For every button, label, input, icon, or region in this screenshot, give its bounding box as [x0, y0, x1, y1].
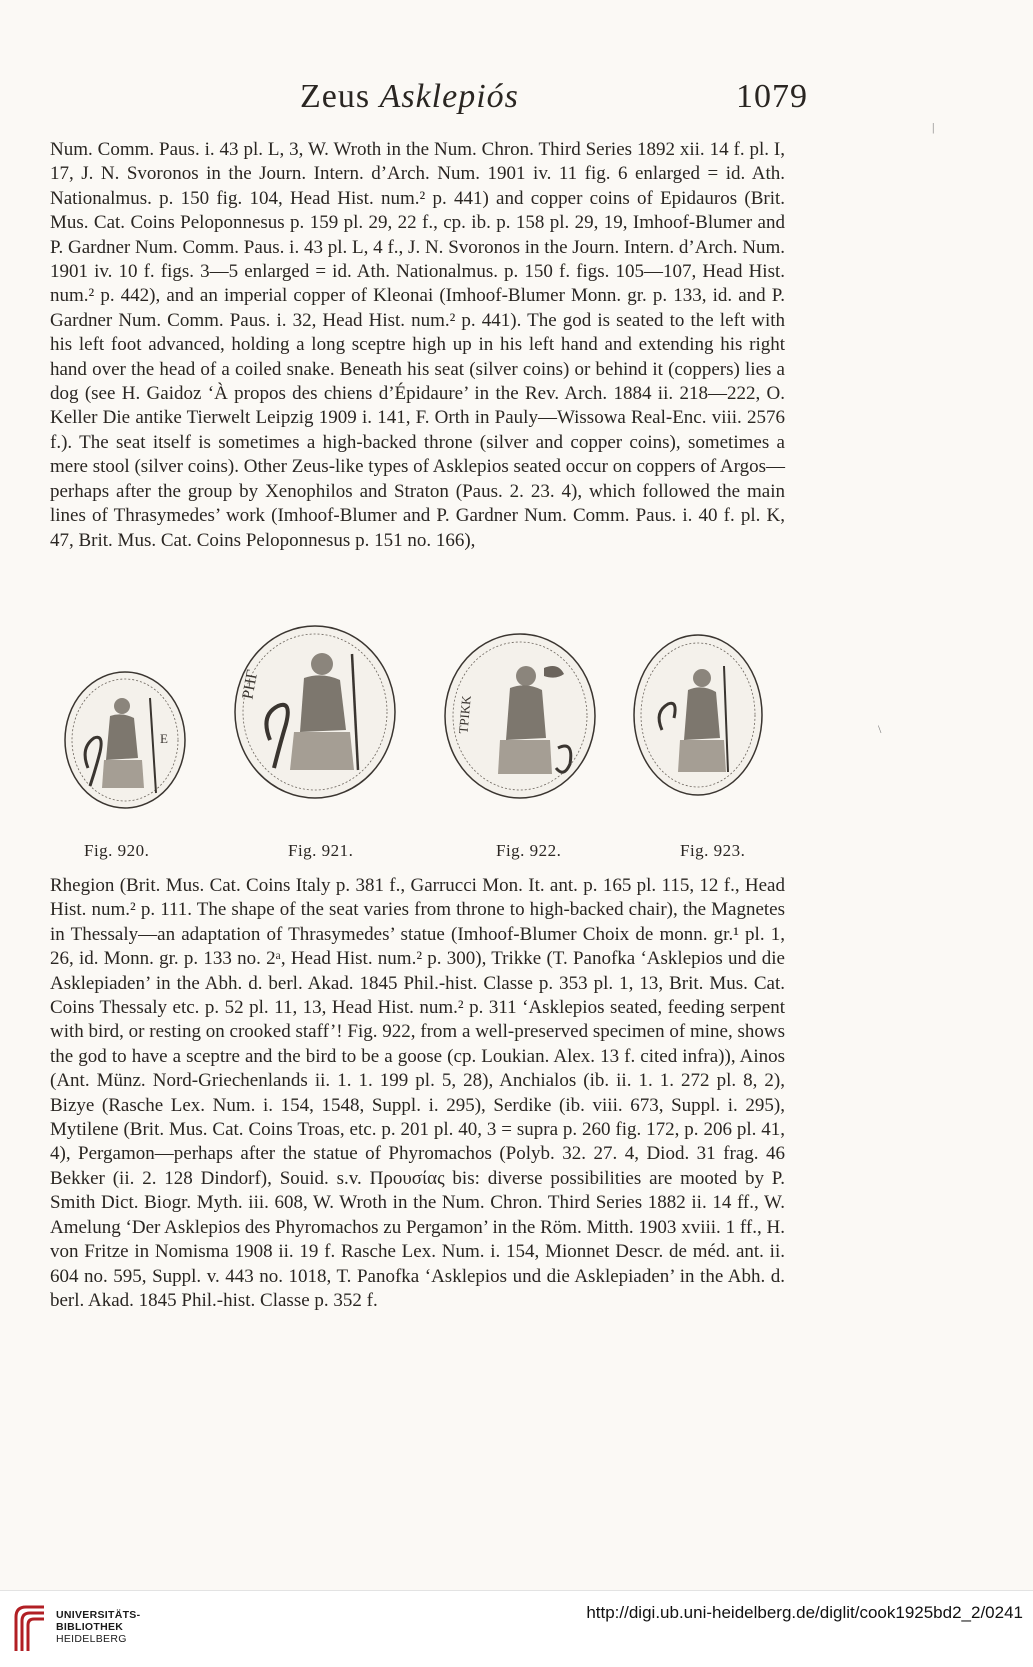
coin-fig-921-image	[230, 620, 400, 805]
caption-fig-923: Fig. 923.	[680, 841, 746, 860]
margin-tick: |	[932, 120, 935, 134]
coin-fig-920-image	[60, 668, 190, 818]
caption-fig-921: Fig. 921.	[288, 841, 354, 860]
running-head	[0, 78, 1033, 126]
svg-text:РНГ: РНГ	[239, 668, 262, 701]
permalink-url[interactable]: http://digi.ub.uni-heidelberg.de/diglit/cook1925bd2_2/0241	[586, 1603, 1023, 1622]
logo-text	[56, 1609, 140, 1645]
paragraph-2	[50, 874, 785, 1313]
coin-plates	[50, 658, 785, 858]
margin-tick: \	[878, 722, 882, 736]
page-number: 1079	[736, 78, 808, 115]
caption-fig-922: Fig. 922.	[496, 841, 562, 860]
coin-fig-922-image	[440, 628, 600, 803]
logo-line-2: BIBLIOTHEK	[56, 1621, 124, 1633]
running-title-roman: Zeus	[300, 78, 380, 115]
paragraph-1	[50, 138, 785, 553]
footer-bar	[0, 1590, 1033, 1667]
paragraph-2-text: Rhegion (Brit. Mus. Cat. Coins Italy p. 381 f., Garrucci Mon. It. ant. p. 165 pl. 115, 12 f., Head Hist. num.² p. 111. The shape of the seat varies from throne to high-backed chair), the Magnetes in Thessaly—an adaptation of Thrasymedes’ statue (Imhoof-Blumer Choix de monn. gr.¹ pl. 1, 26, id. Monn. gr. p. 133 no. 2ᵃ, Head Hist. num.² p. 300), Trikke (T. Panofka ‘Asklepios und die Asklepiaden’ in the Abh. d. berl. Akad. 1845 Phil.-hist. Classe p. 353 pl. 1, 13, Brit. Mus. Cat. Coins Thessaly etc. p. 52 pl. 11, 13, Head Hist. num.² p. 311 ‘Asklepios seated, feeding serpent with bird, or resting on crooked staff’! Fig. 922, from a well-preserved specimen of mine, shows the god to have a sceptre and the bird to be a goose (cp. Loukian. Alex. 13 f. cited infra)), Ainos (Ant. Münz. Nord-Griechenlands ii. 1. 1. 199 pl. 5, 28), Anchialos (ib. ii. 1. 1. 272 pl. 8, 2), Bizye (Rasche Lex. Num. i. 154, 1548, Suppl. i. 295), Serdike (ib. viii. 673, Suppl. i. 295), Mytilene (Brit. Mus. Cat. Coins Troas, etc. p. 201 pl. 40, 3 = supra p. 260 fig. 172, p. 206 pl. 41, 4), Pergamon—perhaps after the statue of Phyromachos (Polyb. 32. 27. 4, Diod. 31 frag. 46 Bekker (ii. 2. 128 Dindorf), Souid. s.v. Προυσίας bis: diverse possibilities are mooted by P. Smith Dict. Biogr. Myth. iii. 608, W. Wroth in the Num. Chron. Third Series 1882 ii. 14 ff., W. Amelung ‘Der Asklepios des Phyromachos zu Pergamon’ in the Röm. Mitth. 1903 xviii. 1 ff., H. von Fritze in Nomisma 1908 ii. 19 f. Rasche Lex. Num. i. 154, Mionnet Descr. de méd. ant. ii. 604 no. 595, Suppl. v. 443 no. 1018, T. Panofka ‘Asklepios und die Asklepiaden’ in the Abh. d. berl. Akad. 1845 Phil.-hist. Classe p. 352 f.	[50, 875, 785, 1311]
caption-fig-920: Fig. 920.	[84, 841, 150, 860]
logo-line-1: UNIVERSITÄTS-	[56, 1609, 141, 1621]
svg-text:ΤΡΙΚΚ: ΤΡΙΚΚ	[455, 694, 474, 735]
running-title-italic: Asklepiós	[379, 78, 519, 115]
logo-line-3: HEIDELBERG	[56, 1633, 127, 1645]
paragraph-1-text: Num. Comm. Paus. i. 43 pl. L, 3, W. Wroth in the Num. Chron. Third Series 1892 xii. 14 f. pl. I, 17, J. N. Svoronos in the Journ. Intern. d’Arch. Num. 1901 iv. 11 fig. 6 enlarged = id. Ath. Nationalmus. p. 150 fig. 104, Head Hist. num.² p. 441) and copper coins of Epidauros (Brit. Mus. Cat. Coins Peloponnesus p. 159 pl. 29, 22 f., cp. ib. p. 158 pl. 29, 19, Imhoof-Blumer and P. Gardner Num. Comm. Paus. i. 43 pl. L, 4 f., J. N. Svoronos in the Journ. Intern. d’Arch. Num. 1901 iv. 10 f. figs. 3—5 enlarged = id. Ath. Nationalmus. p. 150 f. figs. 105—107, Head Hist. num.² p. 442), and an imperial copper of Kleonai (Imhoof-Blumer Monn. gr. p. 133, id. and P. Gardner Num. Comm. Paus. i. 32, Head Hist. num.² p. 441). The god is seated to the left with his left foot advanced, holding a long sceptre high up in his left hand and extending his right hand over the head of a coiled snake. Beneath his seat (silver coins) or behind it (coppers) lies a dog (see H. Gaidoz ‘À propos des chiens d’Épidaure’ in the Rev. Arch. 1884 ii. 218—222, O. Keller Die antike Tierwelt Leipzig 1909 i. 141, F. Orth in Pauly—Wissowa Real-Enc. viii. 2576 f.). The seat itself is sometimes a high-backed throne (silver and copper coins), sometimes a mere stool (silver coins). Other Zeus-like types of Asklepios seated occur on coppers of Argos—perhaps after the group by Xenophilos and Straton (Paus. 2. 23. 4), which followed the main lines of Thrasymedes’ work (Imhoof-Blumer and P. Gardner Num. Comm. Paus. i. 40 f. pl. K, 47, Brit. Mus. Cat. Coins Peloponnesus p. 151 no. 166),	[50, 139, 785, 551]
coin-fig-923-image	[628, 630, 768, 800]
running-title	[300, 78, 519, 116]
university-library-logo-icon	[10, 1601, 50, 1653]
svg-text:E: E	[160, 731, 168, 746]
